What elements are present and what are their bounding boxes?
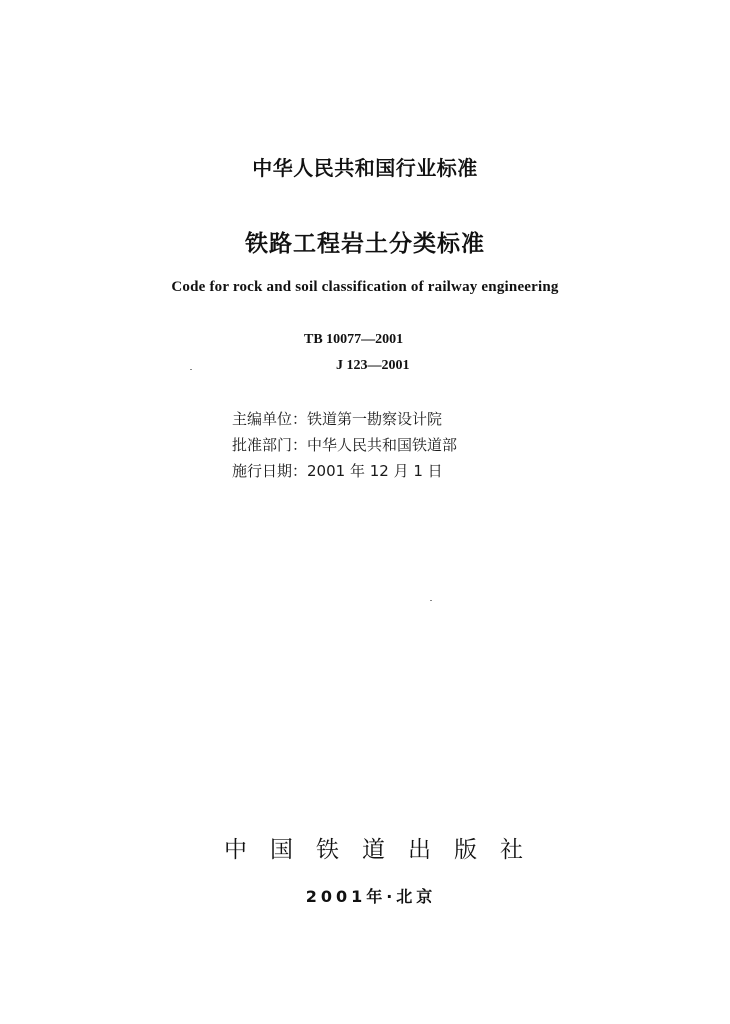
- standard-category: 中华人民共和国行业标准: [252, 156, 478, 180]
- scan-speck: [190, 369, 192, 370]
- standard-code-j: J 123—2001: [336, 358, 410, 373]
- document-title: 铁路工程岩土分类标准: [245, 231, 485, 257]
- publisher-name: 中国铁道出版社: [224, 837, 546, 863]
- publication-year-place: 2001年·北京: [305, 887, 437, 906]
- approving-department: 批准部门：中华人民共和国铁道部: [232, 436, 458, 454]
- standard-code-tb: TB 10077—2001: [304, 332, 404, 347]
- effective-date: 施行日期：2001 年 12 月 1 日: [232, 462, 443, 480]
- chief-editor-unit: 主编单位：铁道第一勘察设计院: [232, 410, 443, 428]
- scan-speck: [430, 600, 432, 601]
- issuing-info: [232, 406, 457, 484]
- english-title: Code for rock and soil classification of railway engineering: [171, 279, 559, 295]
